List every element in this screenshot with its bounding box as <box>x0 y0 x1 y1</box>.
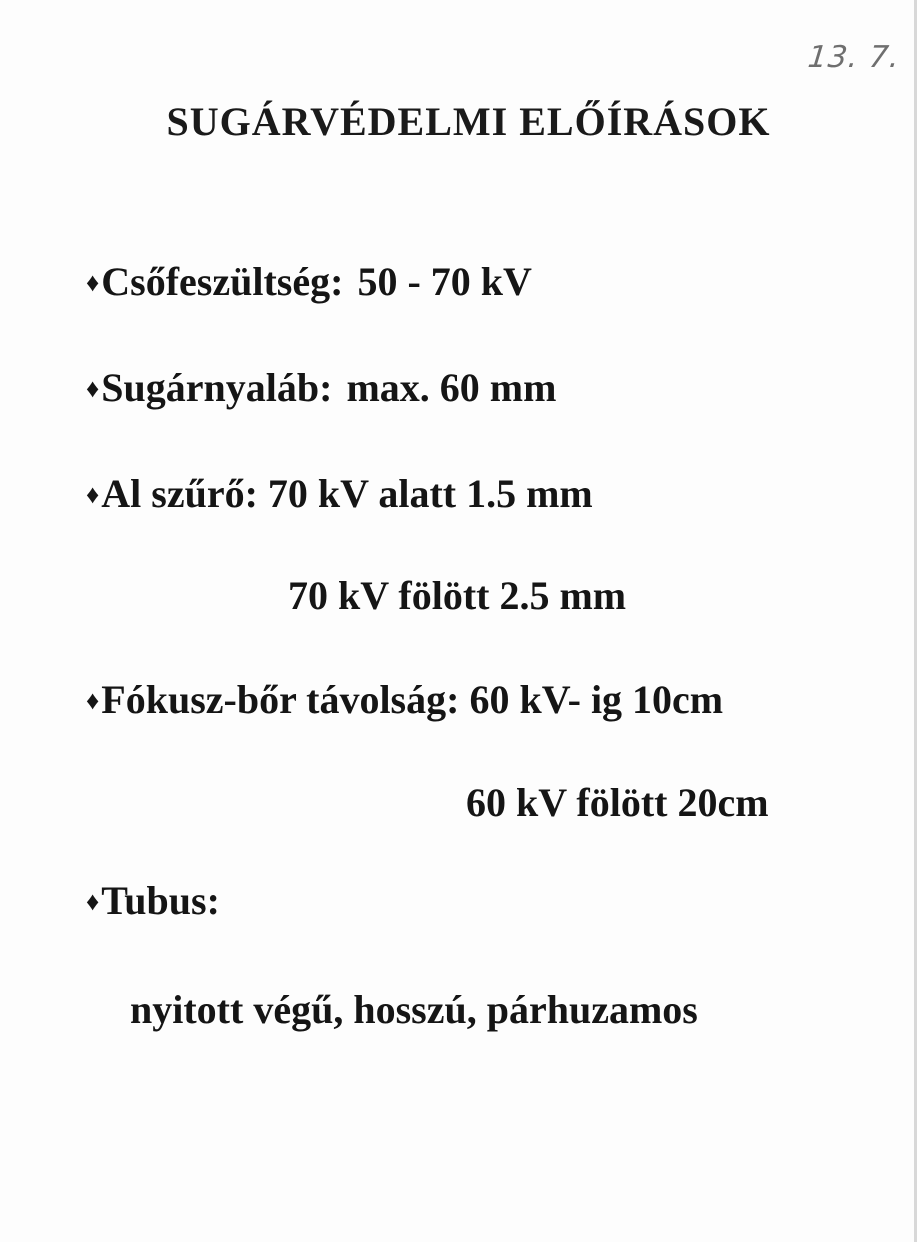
item-value: max. 60 mm <box>346 365 557 410</box>
diamond-bullet-icon: ♦ <box>86 887 100 916</box>
item-focus-skin-continuation: 60 kV fölött 20cm <box>466 780 769 825</box>
item-value: 70 kV alatt 1.5 mm <box>267 471 593 516</box>
handwritten-page-number: 13. 7. <box>806 40 902 75</box>
document-title: SUGÁRVÉDELMI ELŐÍRÁSOK <box>166 99 771 144</box>
item-label: Fókusz-bőr távolság: <box>101 677 460 722</box>
item-tube-voltage <box>86 258 532 305</box>
diamond-bullet-icon: ♦ <box>86 268 100 297</box>
diamond-bullet-icon: ♦ <box>86 480 100 509</box>
item-al-filter <box>86 470 593 517</box>
item-value: 50 - 70 kV <box>357 259 532 304</box>
item-label: Csőfeszültség: <box>101 259 344 304</box>
item-tube-continuation: nyitott végű, hosszú, párhuzamos <box>130 987 698 1032</box>
item-label: Tubus: <box>101 878 220 923</box>
item-label: Al szűrő: <box>101 471 258 516</box>
item-beam <box>86 364 556 411</box>
diamond-bullet-icon: ♦ <box>86 374 100 403</box>
item-al-filter-continuation: 70 kV fölött 2.5 mm <box>288 573 627 618</box>
item-label: Sugárnyaláb: <box>101 365 333 410</box>
item-focus-skin-distance <box>86 676 723 723</box>
item-value: 60 kV- ig 10cm <box>469 677 724 722</box>
diamond-bullet-icon: ♦ <box>86 686 100 715</box>
item-tube <box>86 877 220 924</box>
